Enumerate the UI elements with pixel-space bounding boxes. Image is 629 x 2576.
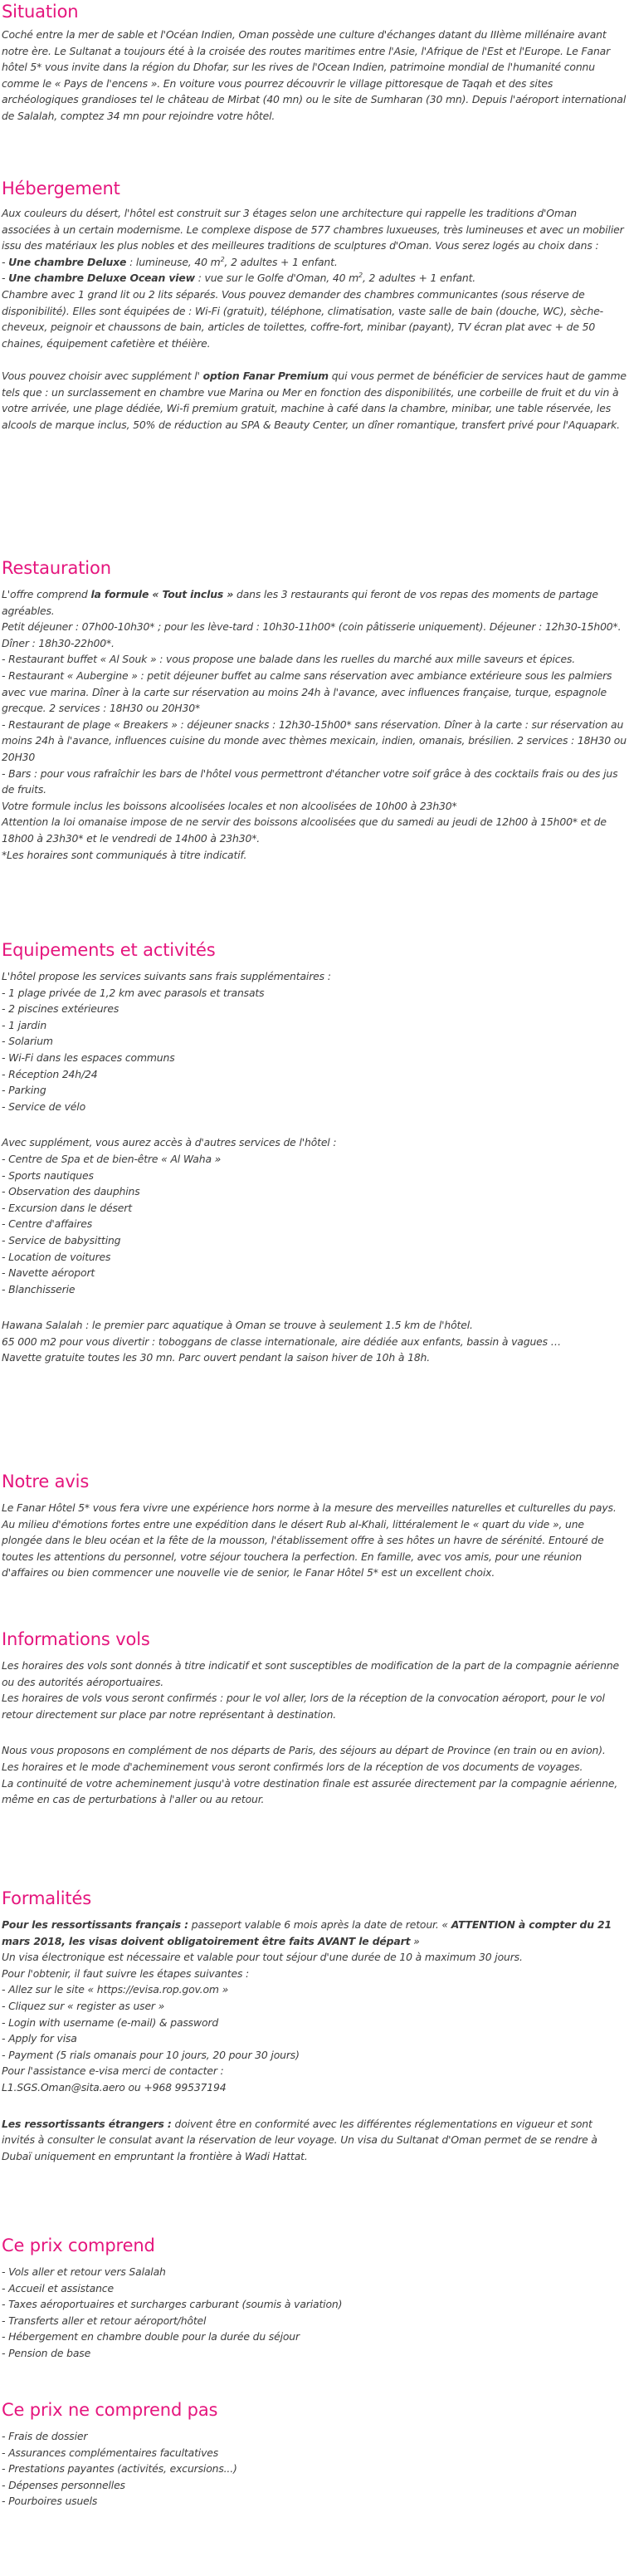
formalites-etrangers [2,2116,627,2165]
superscript: 2 [358,272,363,280]
restauration-line: - Restaurant de plage « Breakers » : déjeuner snacks : 12h30-15h00* sans réservation. Dîner à la carte : sur réservation au moins 24h à l'avance, influences cuisine du monde avec thèmes mexicain, indien, omanais, brésilien. 2 services : 18H30 ou 20H30 [2,717,627,763]
premium-option-name: option Fanar Premium [202,369,329,382]
list-item: - Hébergement en chambre double pour la durée du séjour [2,2330,300,2343]
formalites-francais [2,1917,627,1949]
list-item: - Location de voitures [2,1250,111,1263]
list-item: - Prestations payantes (activités, excursions...) [2,2462,237,2476]
list-item: - Sports nautiques [2,1168,94,1182]
room-deluxe [2,254,627,271]
section-title: Restauration [2,558,111,578]
premium-text-start: Vous pouvez choisir avec supplément l' [2,369,203,382]
list-item: - Taxes aéroportuaires et surcharges carburant (soumis à variation) [2,2298,343,2311]
list-item: - Excursion dans le désert [2,1201,132,1214]
list-item: - Service de babysitting [2,1233,121,1246]
restauration-line: Votre formule inclus les boissons alcoolisées locales et non alcoolisées de 10h00 à 23h30* [2,799,457,812]
vols-paragraph: Nous vous proposons en complément de nos départs de Paris, des séjours au départ de Province (en train ou en avion). [2,1744,606,1757]
section-prix-ne-comprend-pas [2,2387,627,2510]
list-item: - Dépenses personnelles [2,2478,125,2491]
quote-close: » [410,1934,420,1947]
passport-text: passeport valable 6 mois après la date de retour. « [188,1918,451,1931]
list-item: - Wi-Fi dans les espaces communs [2,1050,175,1064]
vols-paragraph: La continuité de votre acheminement jusqu'à votre destination finale est assurée directement par la compagnie aérienne, même en cas de perturbations à l'aller ou au retour. [2,1776,618,1806]
section-title: Ce prix comprend [2,2236,155,2255]
aquapark-line: 65 000 m2 pour vous divertir : toboggans de classe internationale, aire dédiée aux enfants, bassin à vagues … [2,1335,561,1348]
list-item: - Parking [2,1084,46,1097]
restauration-intro [2,586,627,619]
formalites-line: Pour l'obtenir, il faut suivre les étapes suivantes : [2,1966,250,1980]
list-item: - 1 jardin [2,1018,47,1031]
section-prix-comprend [2,2222,627,2387]
room-ocean-desc-end: , 2 adultes + 1 enfant. [362,272,476,285]
visa-warning: ATTENTION à compter du 21 mars 2018, les visas doivent obligatoirement être faits AVANT le départ [2,1918,612,1947]
situation-text: Coché entre la mer de sable et l'Océan Indien, Oman possède une culture d'échanges datant du IIIème millénaire avant notre ère. Le Sultanat a toujours été à la croisée des routes maritimes entre l'Asie, l'Afrique de l'Est et l'Europe. Le Fanar hôtel 5* vous invite dans la région du Dhofar, sur les rives de l'Ocean Indien, patrimoine mondial de l'humanité connu comme le « Pays de l'encens ». En voiture vous pourrez découvrir le village pittoresque de Taqah et des sites archéologiques grandioses tel le château de Mirbat (40 mn) ou le site de Sumharan (30 mn). Depuis l'aéroport international de Salalah, comptez 34 mn pour rejoindre votre hôtel. [2,28,627,122]
section-title: Notre avis [2,1472,90,1491]
list-item: - Pourboires usuels [2,2495,98,2508]
vols-paragraph: Les horaires de vols vous seront confirmés : pour le vol aller, lors de la réception de la convocation aéroport, pour le vol retour directement sur place par notre représentant à destination. [2,1692,605,1721]
formalites-line: - Allez sur le site « https://evisa.rop.gov.om » [2,1983,229,1996]
nationality-label: Les ressortissants étrangers : [2,2117,172,2130]
list-item: - Accueil et assistance [2,2281,114,2294]
list-item: - Blanchisserie [2,1282,76,1295]
list-item: - Navette aéroport [2,1266,95,1280]
dash: - [2,255,9,268]
formalites-line: - Cliquez sur « register as user » [2,1999,165,2012]
list-item: - 2 piscines extérieures [2,1002,119,1016]
formalites-line: - Login with username (e-mail) & password [2,2015,219,2029]
list-item: - Service de vélo [2,1099,85,1113]
list-item: - 1 plage privée de 1,2 km avec parasols et transats [2,986,265,999]
avis-text: Le Fanar Hôtel 5* vous fera vivre une expérience hors norme à la mesure des merveilles naturelles et culturelles du pays. Au milieu d'émotions fortes entre une expédition dans le désert Rub al-Khali, littéralement le « quart du vide », une plongée dans le bleu océan et la fête de la mousson, l'établissement offre à ses hôtes un havre de sérénité. Entouré de toutes les attentions du personnel, votre séjour touchera la perfection. En famille, avec vos amis, pour une réunion d'affaires ou bien commencer une nouvelle vie de senior, le Fanar Hôtel 5* est un excellent choix. [2,1501,617,1579]
restauration-line: Petit déjeuner : 07h00-10h30* ; pour les lève-tard : 10h30-11h00* (coin pâtisserie uniquement). Déjeuner : 12h30-15h00*. Dîner : 18h30-22h00*. [2,620,622,649]
etrangers-text: doivent être en conformité avec les différentes réglementations en vigueur et sont invités à consulter le consulat avant la réservation de leur voyage. Un visa du Sultanat d'Oman permet de se rendre à Dubaï uniquement en empruntant la frontière à Wadi Hattat. [2,2117,597,2162]
room-ocean-view [2,270,627,286]
nationality-label: Pour les ressortissants français : [2,1918,188,1931]
formula-name: la formule « Tout inclus » [90,588,234,600]
room-deluxe-name: Une chambre Deluxe [8,255,127,268]
formalites-line: - Apply for visa [2,2032,77,2045]
list-item: - Vols aller et retour vers Salalah [2,2265,166,2278]
section-avis [2,1458,627,1616]
premium-text-end: qui vous permet de bénéficier de services haut de gamme tels que : un surclassement en chambre vue Marina ou Mer en fonction des disponibilités, une corbeille de fruit et du vin à votre arrivée, une plage dédiée, Wi-fi premium gratuit, machine à café dans la chambre, minibar, une table réservée, les alcools de marque inclus, 50% de réduction au SPA & Beauty Center, un dîner romantique, transfert privé pour l'Aquapark. [2,369,627,431]
aquapark-line: Navette gratuite toutes les 30 mn. Parc ouvert pendant la saison hiver de 10h à 18h. [2,1351,431,1364]
section-title: Ce prix ne comprend pas [2,2400,218,2420]
restauration-line: Attention la loi omanaise impose de ne servir des boissons alcoolisées que du samedi au jeudi de 12h00 à 15h00* et de 18h00 à 23h30* et le vendredi de 14h00 à 23h30*. [2,815,607,845]
superscript: 2 [220,255,225,263]
list-item: - Centre de Spa et de bien-être « Al Waha » [2,1152,222,1165]
hebergement-intro: Aux couleurs du désert, l'hôtel est construit sur 3 étages selon une architecture qui rappelle les traditions d'Oman associées à un certain modernisme. Le complexe dispose de 577 chambres luxueuses, très lumineuses et avec un mobilier issu des matériaux les plus nobles et des meilleures traditions de sculptures d'Oman. Vous serez logés au choix dans : [2,207,624,252]
section-situation [2,0,627,166]
restauration-line: - Restaurant « Aubergine » : petit déjeuner buffet au calme sans réservation avec ambiance extérieure sous les palmiers avec vue marina. Dîner à la carte sur réservation au moins 24h à l'avance, avec influences française, turque, espagnole grecque. 2 services : 18H30 ou 20H30* [2,668,612,715]
section-hebergement [2,166,627,545]
intro-start: L'offre comprend [2,588,91,600]
list-item: - Réception 24h/24 [2,1067,98,1080]
paid-services-intro: Avec supplément, vous aurez accès à d'autres services de l'hôtel : [2,1136,337,1149]
vols-paragraph: Les horaires et le mode d'acheminement vous seront confirmés lors de la réception de vos documents de voyages. [2,1760,583,1773]
list-item: - Transferts aller et retour aéroport/hôtel [2,2314,207,2327]
formalites-line: L1.SGS.Oman@sita.aero ou +968 99537194 [2,2080,227,2094]
dash: - [2,272,9,285]
room-ocean-name: Une chambre Deluxe Ocean view [8,272,195,285]
section-title: Formalités [2,1888,92,1908]
restauration-line: *Les horaires sont communiqués à titre indicatif. [2,848,247,861]
free-services-intro: L'hôtel propose les services suivants sans frais supplémentaires : [2,970,331,982]
formalites-line: - Payment (5 rials omanais pour 10 jours, 20 pour 30 jours) [2,2048,300,2061]
list-item: - Frais de dossier [2,2430,88,2442]
list-item: - Pension de base [2,2346,91,2359]
room-deluxe-desc: : lumineuse, 40 m [126,255,221,268]
list-item: - Solarium [2,1035,53,1048]
section-vols [2,1616,627,1875]
room-deluxe-desc-end: , 2 adultes + 1 enfant. [224,255,338,268]
room-ocean-desc: : vue sur le Golfe d'Oman, 40 m [194,272,359,285]
section-restauration [2,545,627,927]
list-item: - Assurances complémentaires facultatives [2,2446,219,2459]
section-equipements [2,927,627,1458]
formalites-line: Un visa électronique est nécessaire et valable pour tout séjour d'une durée de 10 à maximum 30 jours. [2,1951,523,1964]
vols-paragraph: Les horaires des vols sont donnés à titre indicatif et sont susceptibles de modification de la part de la compagnie aérienne ou des autorités aéroportuaires. [2,1659,620,1688]
intro-end: dans les 3 restaurants qui feront de vos repas des moments de partage agréables. [2,588,598,617]
premium-option [2,368,627,433]
restauration-line: - Restaurant buffet « Al Souk » : vous propose une balade dans les ruelles du marché aux mille saveurs et épices. [2,653,576,666]
section-title: Informations vols [2,1629,150,1649]
section-title: Situation [2,2,79,22]
room-equipment: Chambre avec 1 grand lit ou 2 lits séparés. Vous pouvez demander des chambres communicantes (sous réserve de disponibilité). Elles sont équipées de : Wi-Fi (gratuit), téléphone, climatisation, vaste salle de bain (douche, WC), sèche-cheveux, peignoir et chaussons de bain, articles de toilettes, coffre-fort, minibar (payant), TV écran plat avec + de 50 chaines, équipement cafetière et théière. [2,287,604,350]
section-title: Hébergement [2,179,120,198]
list-item: - Observation des dauphins [2,1185,140,1198]
aquapark-line: Hawana Salalah : le premier parc aquatique à Oman se trouve à seulement 1.5 km de l'hôtel. [2,1319,473,1332]
section-formalites [2,1875,627,2222]
formalites-line: Pour l'assistance e-visa merci de contacter : [2,2064,224,2078]
section-title: Equipements et activités [2,940,216,960]
list-item: - Centre d'affaires [2,1217,92,1231]
restauration-line: - Bars : pour vous rafraîchir les bars de l'hôtel vous permettront d'étancher votre soif grâce à des cocktails frais ou des jus de fruits. [2,766,618,796]
